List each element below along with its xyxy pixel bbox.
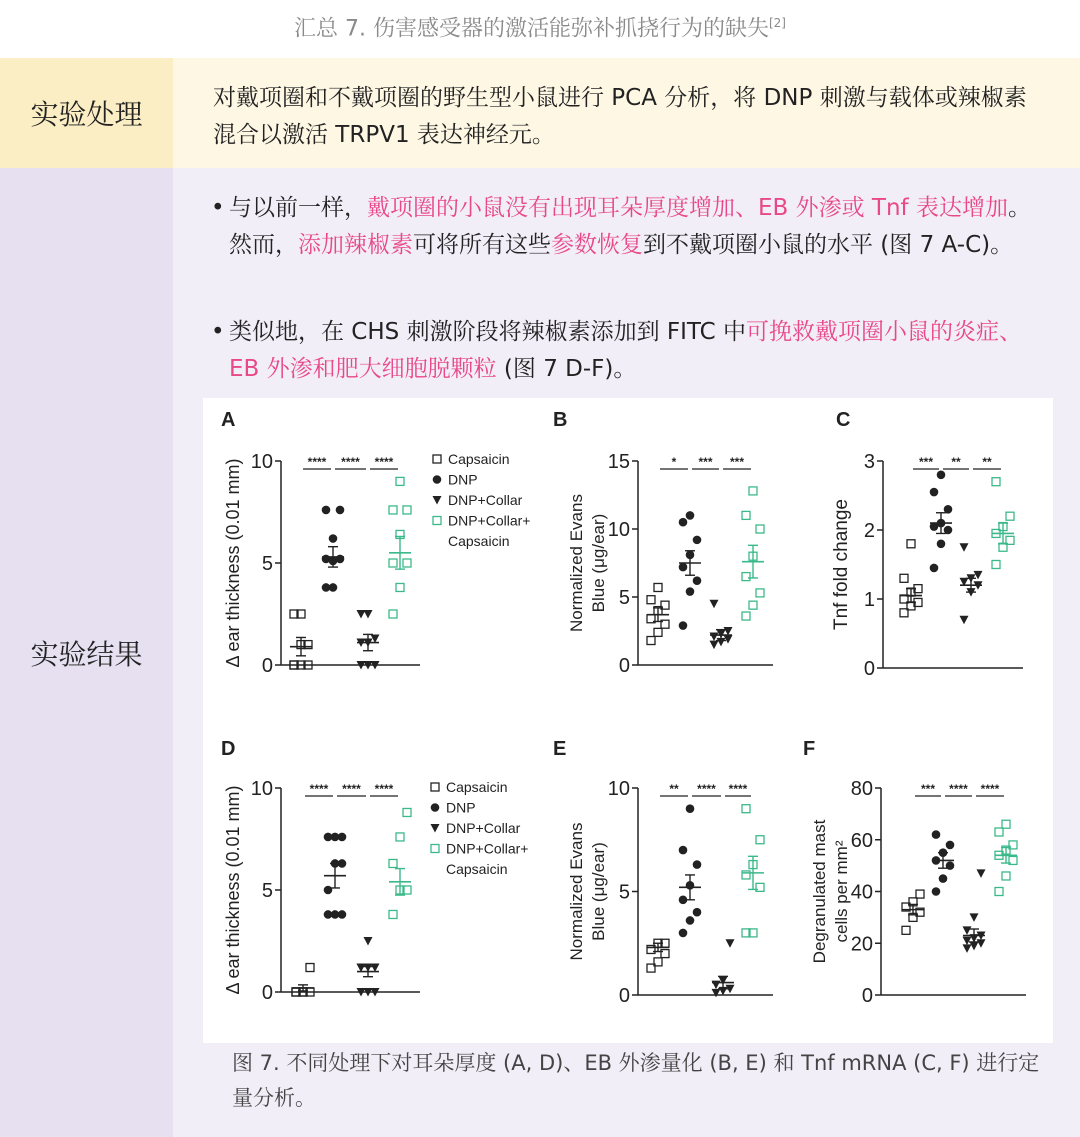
- point-d-g4: [389, 859, 397, 867]
- bullet2-part1: 类似地，在 CHS 刺激阶段将辣椒素添加到 FITC 中: [229, 319, 746, 345]
- y-axis-title-d: Δ ear thickness (0.01 mm): [223, 785, 243, 995]
- sig-label-a: ****: [307, 455, 327, 469]
- point-f-g1: [916, 890, 924, 898]
- point-e-g4: [756, 836, 764, 844]
- point-a-g4: [389, 610, 397, 618]
- point-f-g3: [977, 869, 986, 878]
- point-c-g4: [992, 561, 1000, 569]
- point-b-g2: [686, 511, 695, 520]
- point-f-g4: [1002, 872, 1010, 880]
- bullet2-part2: (图 7 D-F)。: [496, 356, 637, 382]
- legend-label-a: DNP+Collar+: [448, 512, 531, 529]
- y-tick-label-f: 60: [850, 829, 873, 852]
- point-b-g3: [710, 600, 719, 609]
- bullet1-highlight2: 添加辣椒素: [298, 232, 413, 258]
- summary-caption-text: 汇总 7. 伤害感受器的激活能弥补抓挠行为的缺失: [294, 16, 769, 42]
- y-tick-label-e: 0: [618, 985, 630, 1007]
- point-f-g4: [995, 888, 1003, 896]
- point-f-g3: [970, 942, 979, 951]
- y-axis-title-e-line1: Normalized Evans: [567, 822, 586, 961]
- point-b-g2: [679, 621, 688, 630]
- y-tick-label-e: 10: [607, 778, 630, 800]
- point-c-g3: [960, 616, 969, 625]
- legend-label-d: DNP: [446, 799, 476, 816]
- bullet1-part4: 到不戴项圈小鼠的水平 (图 7 A-C)。: [643, 232, 1014, 258]
- figure-7: [203, 398, 1053, 1043]
- point-d-g1: [306, 964, 314, 972]
- point-b-g3: [724, 627, 733, 636]
- sig-label-a: ****: [374, 455, 394, 469]
- y-tick-label-b: 15: [607, 451, 630, 473]
- point-d-g4: [403, 808, 411, 816]
- point-b-g2: [679, 563, 688, 572]
- y-axis-title-b-line1: Normalized Evans: [567, 494, 586, 632]
- panel-label-f: F: [803, 738, 816, 760]
- summary-caption: [0, 0, 1080, 58]
- y-tick-label-c: 1: [863, 589, 875, 611]
- point-b-g1: [654, 583, 662, 591]
- point-f-g3: [977, 939, 986, 948]
- legend-marker-d: [431, 824, 440, 833]
- point-d-g4: [396, 833, 404, 841]
- treatment-content: [173, 58, 1080, 168]
- point-f-g3: [963, 944, 972, 953]
- y-tick-label-d: 5: [261, 880, 273, 902]
- point-c-g4: [1006, 512, 1014, 520]
- point-f-g2: [946, 841, 955, 850]
- legend-label-d: Capsaicin: [446, 861, 508, 877]
- bullet1-part2: 。然而，: [229, 195, 1031, 258]
- point-f-g3: [963, 926, 972, 935]
- y-tick-label-f: 40: [850, 881, 873, 904]
- legend-label-d: DNP+Collar: [446, 820, 521, 836]
- bullet2-highlight1: 可挽救戴项圈小鼠的炎症、EB 外渗和肥大细胞脱颗粒: [229, 319, 1022, 382]
- point-d-g3: [371, 964, 380, 973]
- bullet1-part3: 可将所有这些: [413, 232, 551, 258]
- point-e-g2: [693, 860, 702, 869]
- point-a-g2: [329, 583, 338, 592]
- y-tick-label-a: 10: [250, 451, 273, 473]
- sig-label-f: ****: [980, 782, 1000, 796]
- point-f-g3: [963, 937, 972, 946]
- panel-label-d: D: [221, 738, 236, 760]
- legend-marker-d: [431, 845, 439, 853]
- y-axis-title-c: Tnf fold change: [831, 499, 852, 630]
- sig-label-e: **: [669, 782, 679, 796]
- sig-label-b: *: [671, 455, 677, 469]
- point-a-g4: [396, 583, 404, 591]
- legend-label-a: Capsaicin: [448, 451, 510, 467]
- legend-marker-a: [433, 475, 442, 484]
- point-c-g1: [907, 540, 915, 548]
- panel-label-e: E: [553, 738, 567, 760]
- point-d-g3: [357, 964, 366, 973]
- point-d-g2: [324, 886, 333, 895]
- bullet-dot: •: [211, 195, 225, 221]
- point-a-g2: [336, 506, 345, 515]
- figure-caption: 图 7. 不同处理下对耳朵厚度 (A, D)、EB 外渗量化 (B, E) 和 Tnf mRNA (C, F) 进行定量分析。: [232, 1051, 1040, 1110]
- point-c-g2: [930, 564, 939, 573]
- point-a-g4: [389, 559, 397, 567]
- point-a-g4: [389, 506, 397, 514]
- sig-label-d: ****: [374, 782, 394, 796]
- point-a-g3: [364, 610, 373, 619]
- treatment-text: 对戴项圈和不戴项圈的野生型小鼠进行 PCA 分析，将 DNP 刺激与载体或辣椒素混合以激活 TRPV1 表达神经元。: [213, 85, 1027, 148]
- point-f-g2: [932, 830, 941, 839]
- reference-mark: [2]: [768, 16, 786, 30]
- y-tick-label-c: 0: [863, 658, 875, 680]
- sig-label-a: ****: [341, 455, 360, 469]
- sig-label-c: ***: [918, 455, 934, 469]
- sig-label-f: ***: [920, 782, 936, 796]
- treatment-label: 实验处理: [0, 58, 173, 168]
- y-tick-label-c: 3: [863, 451, 875, 473]
- y-tick-label-e: 5: [618, 881, 630, 904]
- sig-label-e: ****: [728, 782, 748, 796]
- point-f-g4: [995, 828, 1003, 836]
- panel-label-a: A: [221, 409, 236, 431]
- legend-marker-a: [433, 517, 441, 525]
- bullet1-highlight3: 参数恢复: [551, 232, 643, 258]
- legend-marker-a: [433, 455, 441, 463]
- point-e-g3: [726, 939, 735, 948]
- point-e-g2: [679, 929, 688, 938]
- y-tick-label-f: 20: [850, 933, 873, 956]
- point-b-g4: [742, 612, 750, 620]
- point-b-g2: [679, 518, 688, 527]
- y-tick-label-b: 5: [618, 587, 630, 609]
- y-axis-title-f-line2: cells per mm²: [832, 840, 851, 943]
- point-d-g3: [364, 937, 373, 946]
- y-tick-label-a: 0: [261, 655, 273, 677]
- point-a-g3: [357, 610, 366, 619]
- point-b-g2: [693, 536, 702, 545]
- legend-label-a: DNP+Collar: [448, 492, 523, 508]
- point-b-g4: [756, 525, 764, 533]
- point-e-g1: [661, 950, 669, 958]
- point-e-g2: [686, 804, 695, 813]
- point-d-g4: [389, 910, 397, 918]
- bullet-dot: •: [211, 319, 225, 345]
- panel-label-b: B: [553, 409, 568, 431]
- point-b-g4: [756, 589, 764, 597]
- bullet1-highlight1: 戴项圈的小鼠没有出现耳朵厚度增加、EB 外渗或 Tnf 表达增加: [367, 195, 1008, 221]
- point-c-g4: [992, 478, 1000, 486]
- point-b-g3: [724, 635, 733, 644]
- point-e-g2: [679, 846, 688, 855]
- point-e-g3: [712, 989, 721, 998]
- point-b-g3: [710, 641, 719, 650]
- point-b-g3: [710, 632, 719, 641]
- y-axis-title-e-line2: Blue (μg/ear): [589, 842, 608, 941]
- results-bullet-2: [211, 314, 1041, 388]
- sig-label-c: **: [951, 455, 961, 469]
- point-d-g2: [338, 833, 347, 842]
- results-label: 实验结果: [0, 168, 173, 1137]
- legend-label-d: DNP+Collar+: [446, 840, 529, 857]
- sig-label-d: ****: [309, 782, 329, 796]
- y-axis-title-a: Δ ear thickness (0.01 mm): [223, 458, 243, 668]
- point-a-g4: [396, 477, 404, 485]
- point-f-g4: [1002, 820, 1010, 828]
- legend-marker-d: [431, 783, 439, 791]
- y-tick-label-c: 2: [863, 520, 875, 542]
- sig-label-e: ****: [697, 782, 716, 796]
- y-tick-label-d: 10: [250, 778, 273, 800]
- point-f-g3: [970, 913, 979, 922]
- point-b-g1: [647, 596, 655, 604]
- bullet1-part1: 与以前一样，: [229, 195, 367, 221]
- y-tick-label-f: 80: [850, 778, 873, 800]
- y-axis-title-b-line2: Blue (μg/ear): [589, 513, 608, 613]
- y-tick-label-d: 0: [261, 982, 273, 1004]
- point-a-g4: [403, 559, 411, 567]
- point-e-g4: [756, 883, 764, 891]
- point-e-g2: [693, 908, 702, 917]
- point-c-g1: [900, 574, 908, 582]
- legend-label-a: DNP: [448, 471, 478, 488]
- point-b-g4: [749, 601, 757, 609]
- y-tick-label-b: 10: [607, 519, 630, 541]
- point-b-g1: [654, 628, 662, 636]
- legend-marker-a: [433, 496, 442, 505]
- point-f-g2: [939, 874, 948, 883]
- panel-label-c: C: [836, 409, 851, 431]
- point-a-g4: [403, 506, 411, 514]
- sig-label-b: ***: [698, 455, 713, 469]
- legend-label-d: Capsaicin: [446, 779, 508, 795]
- legend-marker-d: [431, 803, 440, 812]
- y-tick-label-b: 0: [618, 655, 630, 677]
- results-bullet-1: [211, 190, 1041, 264]
- point-f-g2: [932, 887, 941, 896]
- point-e-g4: [742, 805, 750, 813]
- point-b-g2: [686, 587, 695, 596]
- figure-7-charts: [203, 398, 1053, 1043]
- point-c-g3: [960, 543, 969, 552]
- point-e-g2: [686, 916, 695, 925]
- sig-label-d: ****: [342, 782, 361, 796]
- sig-label-b: ***: [729, 455, 745, 469]
- point-d-g2: [338, 910, 347, 919]
- point-b-g4: [749, 487, 757, 495]
- y-tick-label-f: 0: [861, 985, 873, 1007]
- point-b-g4: [742, 573, 750, 581]
- point-a-g2: [329, 534, 338, 543]
- legend-label-a: Capsaicin: [448, 533, 510, 549]
- y-axis-title-f-line1: Degranulated mast: [810, 819, 829, 964]
- point-c-g2: [930, 488, 939, 497]
- point-c-g2: [937, 471, 946, 480]
- point-a-g2: [322, 506, 331, 515]
- y-tick-label-a: 5: [261, 553, 273, 575]
- point-b-g2: [693, 576, 702, 585]
- point-f-g1: [902, 926, 910, 934]
- sig-label-c: **: [982, 455, 992, 469]
- point-b-g4: [742, 511, 750, 519]
- point-b-g1: [647, 637, 655, 645]
- point-c-g2: [937, 540, 946, 549]
- sig-label-f: ****: [949, 782, 968, 796]
